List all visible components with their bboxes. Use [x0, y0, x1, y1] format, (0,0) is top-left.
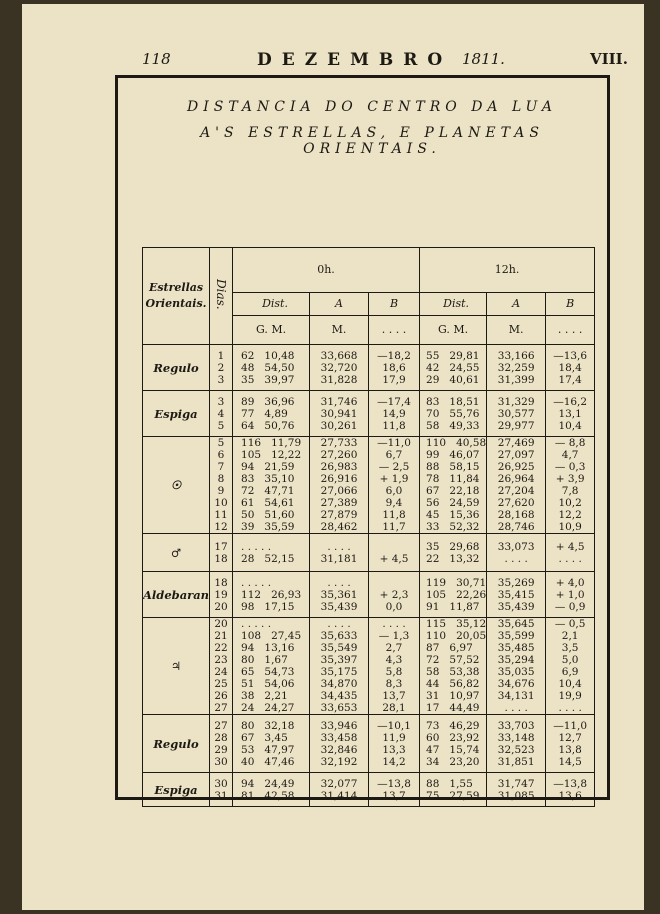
day-numbers: 30 31 [210, 773, 233, 807]
a-value-12h: 27,469 27,097 26,925 26,964 27,204 27,620 28,168 28,746 [487, 437, 546, 534]
col-header-stars: Estrellas Orientais. [143, 248, 210, 345]
b-value-12h: + 4,5 . . . . [546, 534, 595, 572]
b-value-12h: —13,6 18,4 17,4 [546, 345, 595, 391]
distance-0h: 116 11,79 105 12,22 94 21,59 83 35,10 72 47,71 61 54,61 50 51,60 39 35,59 [233, 437, 310, 534]
a-value-12h: 35,645 35,599 35,485 35,294 35,035 34,676 34,131 . . . . [487, 618, 546, 715]
col-dist-12: Dist. [420, 293, 487, 316]
day-numbers: 18 19 20 [210, 572, 233, 618]
page-number: 118 [142, 50, 171, 68]
col-b-0: B [369, 293, 420, 316]
unit-b-12: . . . . [546, 316, 595, 345]
distance-12h: 73 46,29 60 23,92 47 15,74 34 23,20 [420, 715, 487, 773]
distance-0h: . . . . . 112 26,93 98 17,15 [233, 572, 310, 618]
distance-12h: 119 30,71 105 22,26 91 11,87 [420, 572, 487, 618]
a-value-12h: 33,073 . . . . [487, 534, 546, 572]
b-value-12h: —16,2 13,1 10,4 [546, 391, 595, 437]
b-value-0h: + 2,3 0,0 [369, 572, 420, 618]
table-title-line1: DISTANCIA DO CENTRO DA LUA [186, 99, 558, 115]
star-name: Aldebaran [143, 572, 210, 618]
unit-gm-12: G. M. [420, 316, 487, 345]
col-a-0: A [310, 293, 369, 316]
a-value-0h: 33,946 33,458 32,846 32,192 [310, 715, 369, 773]
year-heading: 1811. [462, 50, 505, 68]
day-numbers: 3 4 5 [210, 391, 233, 437]
distance-12h: 35 29,68 22 13,32 [420, 534, 487, 572]
table-body [143, 345, 595, 807]
table-row [143, 618, 595, 715]
star-name: ☉ [143, 437, 210, 534]
b-value-12h: + 4,0 + 1,0 — 0,9 [546, 572, 595, 618]
day-numbers: 5 6 7 8 9 10 11 12 [210, 437, 233, 534]
b-value-0h: —18,2 18,6 17,9 [369, 345, 420, 391]
b-value-0h: + 4,5 [369, 534, 420, 572]
a-value-0h: 33,668 32,720 31,828 [310, 345, 369, 391]
a-value-0h: 32,077 31,414 [310, 773, 369, 807]
distance-0h: . . . . . 108 27,45 94 13,16 80 1,67 65 54,73 51 54,06 38 2,21 24 24,27 [233, 618, 310, 715]
b-value-12h: — 8,8 4,7 — 0,3 + 3,9 7,8 10,2 12,2 10,9 [546, 437, 595, 534]
distance-12h: 115 35,12 110 20,05 87 6,97 72 57,52 58 53,38 44 56,82 31 10,97 17 44,49 [420, 618, 487, 715]
a-value-0h: . . . . 35,361 35,439 [310, 572, 369, 618]
table-row [143, 391, 595, 437]
star-name: Regulo [143, 715, 210, 773]
a-value-0h: . . . . 35,633 35,549 35,397 35,175 34,870 34,435 33,653 [310, 618, 369, 715]
unit-m-12: M. [487, 316, 546, 345]
b-value-12h: —13,8 13,6 [546, 773, 595, 807]
col-a-12: A [487, 293, 546, 316]
unit-m-0: M. [310, 316, 369, 345]
table-row [143, 715, 595, 773]
distance-0h: . . . . . 28 52,15 [233, 534, 310, 572]
b-value-0h: . . . . — 1,3 2,7 4,3 5,8 8,3 13,7 28,1 [369, 618, 420, 715]
a-value-0h: . . . . 31,181 [310, 534, 369, 572]
day-numbers: 17 18 [210, 534, 233, 572]
col-header-12h: 12h. [420, 248, 595, 293]
col-dist-0: Dist. [233, 293, 310, 316]
month-heading: DEZEMBRO [257, 50, 453, 70]
table-row [143, 345, 595, 391]
unit-gm-0: G. M. [233, 316, 310, 345]
a-value-12h: 31,747 31,085 [487, 773, 546, 807]
star-name: ♃ [143, 618, 210, 715]
a-value-12h: 35,269 35,415 35,439 [487, 572, 546, 618]
distance-0h: 89 36,96 77 4,89 64 50,76 [233, 391, 310, 437]
star-name: Espiga [143, 773, 210, 807]
star-name: Regulo [143, 345, 210, 391]
table-row [143, 534, 595, 572]
day-numbers: 20 21 22 23 24 25 26 27 [210, 618, 233, 715]
unit-b-0: . . . . [369, 316, 420, 345]
distance-12h: 83 18,51 70 55,76 58 49,33 [420, 391, 487, 437]
table-row [143, 572, 595, 618]
b-value-12h: — 0,5 2,1 3,5 5,0 6,9 10,4 19,9 . . . . [546, 618, 595, 715]
a-value-12h: 31,329 30,577 29,977 [487, 391, 546, 437]
b-value-12h: —11,0 12,7 13,8 14,5 [546, 715, 595, 773]
col-header-days: Dias. [210, 248, 233, 345]
col-header-0h: 0h. [233, 248, 420, 293]
day-numbers: 1 2 3 [210, 345, 233, 391]
a-value-0h: 27,733 27,260 26,983 26,916 27,066 27,389 27,879 28,462 [310, 437, 369, 534]
b-value-0h: —11,0 6,7 — 2,5 + 1,9 6,0 9,4 11,8 11,7 [369, 437, 420, 534]
distance-12h: 110 40,58 99 46,07 88 58,15 78 11,84 67 22,18 56 24,59 45 15,36 33 52,32 [420, 437, 487, 534]
distance-12h: 55 29,81 42 24,55 29 40,61 [420, 345, 487, 391]
b-value-0h: —13,8 13,7 [369, 773, 420, 807]
distance-table [142, 247, 595, 807]
a-value-12h: 33,166 32,259 31,399 [487, 345, 546, 391]
section-number: VIII. [590, 50, 628, 68]
star-name: ♂ [143, 534, 210, 572]
table-area [137, 87, 607, 802]
distance-0h: 94 24,49 81 42,58 [233, 773, 310, 807]
col-b-12: B [546, 293, 595, 316]
a-value-12h: 33,703 33,148 32,523 31,851 [487, 715, 546, 773]
a-value-0h: 31,746 30,941 30,261 [310, 391, 369, 437]
table-row [143, 773, 595, 807]
b-value-0h: —10,1 11,9 13,3 14,2 [369, 715, 420, 773]
distance-12h: 88 1,55 75 27,59 [420, 773, 487, 807]
distance-0h: 80 32,18 67 3,45 53 47,97 40 47,46 [233, 715, 310, 773]
table-title-line2: A'S ESTRELLAS, E PLANETAS ORIENTAIS. [200, 125, 544, 157]
day-numbers: 27 28 29 30 [210, 715, 233, 773]
table-row [143, 437, 595, 534]
b-value-0h: —17,4 14,9 11,8 [369, 391, 420, 437]
distance-0h: 62 10,48 48 54,50 35 39,97 [233, 345, 310, 391]
star-name: Espiga [143, 391, 210, 437]
